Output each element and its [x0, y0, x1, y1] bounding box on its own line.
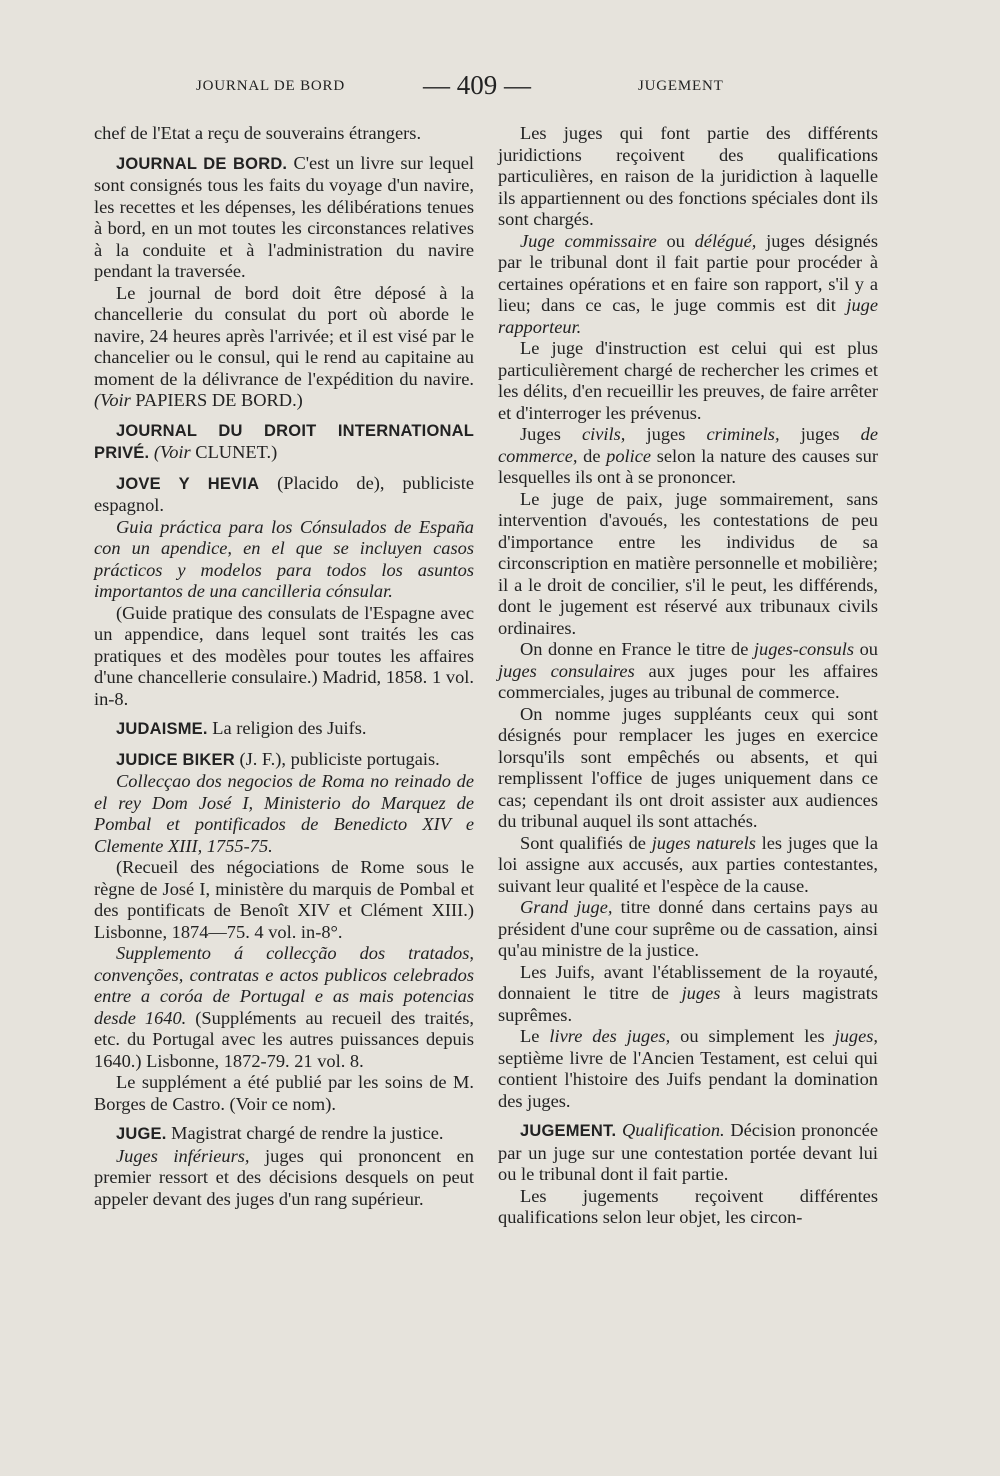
paragraph [94, 123, 474, 145]
body-text: titre donné dans certains pays au président d'une cour suprême ou de cassation, ainsi qu'au ministre de la justice. [498, 897, 879, 960]
body-text: La religion des Juifs. [207, 718, 367, 738]
body-text: Magistrat chargé de rendre la justice. [166, 1123, 444, 1143]
body-text: aux juges pour les affaires commerciales, juges au tribunal de commerce. [498, 660, 879, 702]
italic-text: délégué, [694, 230, 757, 251]
paragraph [94, 1146, 474, 1211]
paragraph [94, 749, 474, 772]
body-text: chef de l'Etat a reçu de souverains étrangers. [94, 123, 422, 143]
paragraph [94, 718, 474, 741]
entry-headword: JUDICE BIKER [116, 750, 235, 769]
body-text: (Recueil des négociations de Rome sous le règne de José I, ministère du marquis de Pombal et des pontificats de Benoît XIV et Clément XIII.) Lisbonne, 1874—75. 4 vol. in-8°. [94, 857, 474, 942]
paragraph [94, 603, 474, 711]
body-text: de [577, 445, 607, 466]
paragraph [498, 1186, 878, 1229]
entry-headword: JOVE Y HEVIA [116, 474, 260, 493]
paragraph [498, 123, 878, 231]
body-text: (Suppléments au recueil des traités, etc. du Portugal avec les autres puissances depuis 1640.) Lisbonne, 1872-79. 21 vol. 8. [94, 1007, 474, 1071]
italic-text: Grand juge, [520, 897, 613, 917]
right-column [498, 123, 878, 1229]
entry-headword: JOURNAL DE BORD. [116, 154, 288, 173]
body-text: septième livre de l'Ancien Testament, est celui qui contient l'histoire des Juifs pendant la domination des juges. [498, 1047, 878, 1111]
body-text: ou [656, 230, 695, 251]
body-text: Les jugements reçoivent différentes qualifications selon leur objet, les circon- [498, 1185, 878, 1227]
italic-text: (Voir [94, 390, 131, 410]
body-text: Les juges qui font partie des différents juridictions reçoivent des qualifications particulières, en raison de la juridiction à laquelle ils appartiennent ou des fonctions spéciales dont ils sont chargés. [498, 123, 878, 229]
entry-headword: JOURNAL DU DROIT INTERNATIONAL PRIVÉ. [94, 421, 474, 462]
paragraph [498, 338, 878, 424]
body-text: Le [520, 1026, 550, 1046]
paragraph [498, 231, 878, 339]
paragraph [94, 1123, 474, 1146]
paragraph [94, 283, 474, 412]
paragraph [498, 489, 878, 640]
entry-headword: JUGEMENT. [520, 1122, 617, 1140]
italic-text: Juges inférieurs, [116, 1145, 250, 1166]
italic-text: Qualification. [621, 1120, 725, 1140]
italic-text: Guia práctica para los Cónsulados de España con un apendice, en el que se incluyen casos prácticos y modelos para todos los asuntos importantos de una cancilleria cónsular. [94, 516, 474, 601]
body-text: juges qui prononcent en premier ressort et des décisions desquels on peut appeler devant des juges d'un rang supérieur. [94, 1145, 474, 1209]
body-text: CLUNET.) [190, 442, 278, 462]
body-text: Le supplément a été publié par les soins de M. Borges de Castro. (Voir ce nom). [94, 1072, 474, 1114]
body-text: Juges [520, 424, 582, 444]
body-text: (J. F.), publiciste portugais. [234, 748, 440, 769]
italic-text: livre des juges, [549, 1026, 671, 1046]
italic-text: criminels, [706, 424, 780, 444]
body-text: ou simplement les [670, 1026, 835, 1046]
paragraph [94, 420, 474, 465]
body-text: juges [779, 424, 861, 444]
paragraph [94, 517, 474, 603]
body-text: Décision prononcée par un juge sur une contestation portée devant lui ou le tribunal dont il fait partie. [498, 1120, 878, 1184]
italic-text: (Voir [153, 442, 191, 462]
body-text: Le journal de bord doit être déposé à la chancellerie du consulat du port où aborde le navire, 24 heures après l'arrivée; et il est visé par le chancelier ou le consul, qui le rend au capitaine au moment de la délivrance de l'expédition du navire. [94, 282, 474, 389]
paragraph [498, 897, 878, 962]
italic-text: Collecçao dos negocios de Roma no reinado de el rey Dom José I, Ministerio do Marquez de Pombal et pontificados de Benedicto XIV e Clemente XIII, 1755-75. [94, 771, 474, 856]
paragraph [498, 639, 878, 704]
paragraph [94, 857, 474, 943]
left-column [94, 123, 474, 1210]
paragraph [94, 473, 474, 517]
body-text: Sont qualifiés de [520, 832, 652, 853]
italic-text: civils, [582, 424, 626, 444]
body-text: (Guide pratique des consulats de l'Espagne avec un appendice, dans lequel sont traités les cas pratiques et des modèles pour toutes les affaires d'une chancellerie consulaire.) Madrid, 1858. 1 vol. in-8. [94, 602, 474, 709]
body-text: les juges que la loi assigne aux accusés, aux parties contestantes, suivant leur qualité et l'espèce de la cause. [498, 832, 878, 896]
body-text: ou [854, 639, 878, 659]
italic-text: juges naturels [651, 832, 756, 853]
italic-text: juge rapporteur. [498, 295, 878, 337]
body-text: Le juge d'instruction est celui qui est plus particulièrement chargé de rechercher les crimes et les délits, d'en recueillir les preuves, de faire arrêter et d'interroger les prévenus. [498, 338, 878, 423]
paragraph [498, 833, 878, 898]
running-header [0, 70, 1000, 106]
header-left: JOURNAL DE BORD [196, 78, 345, 94]
paragraph [498, 704, 878, 833]
body-text: à leurs magistrats suprêmes. [498, 983, 878, 1025]
page-number: — 409 — [423, 70, 531, 100]
italic-text: Juge commissaire [520, 230, 657, 251]
header-right: JUGEMENT [638, 78, 724, 94]
italic-text: de commerce, [498, 424, 879, 466]
body-text: (Placido de), publiciste espagnol. [94, 472, 474, 515]
paragraph [94, 153, 474, 283]
body-text: juges [625, 424, 707, 444]
body-text: selon la nature des causes sur lesquelles ils ont à se prononcer. [498, 445, 878, 487]
body-text: juges désignés par le tribunal dont il fait partie pour procéder à certaines opérations et en faire son rapport, s'il y a lieu; dans ce cas, le juge commis est dit [498, 230, 878, 315]
paragraph [94, 1072, 474, 1115]
paragraph [94, 943, 474, 1072]
body-text: PAPIERS DE BORD.) [130, 390, 303, 410]
body-text: On nomme juges suppléants ceux qui sont désignés pour remplacer les juges en exercice lorsqu'ils sont empêchés ou absents, et qui remplissent l'office de juges uniquement dans ce cas; cependant ils ont droit assister aux audiences du tribunal auquel ils sont attachés. [498, 703, 878, 831]
body-text: C'est un livre sur lequel sont consignés tous les faits du voyage d'un navire, les recettes et les dépenses, les délibérations tenues à bord, en un mot toutes les circonstances relatives à la conduite et à l'administration du navire pendant la traversée. [94, 152, 474, 281]
italic-text: police [606, 445, 652, 466]
paragraph [498, 962, 878, 1027]
body-text: Le juge de paix, juge sommairement, sans intervention d'avoués, les contestations de peu d'importance entre les individus de sa circonscription en matière personnelle et mobilière; il a le droit de concilier, s'il le peut, les différends, dont le jugement est réservé aux tribunaux civils ordinaires. [498, 488, 878, 638]
italic-text: juges consulaires [498, 660, 635, 681]
body-text: Les Juifs, avant l'établissement de la royauté, donnaient le titre de [498, 961, 878, 1003]
paragraph [498, 1120, 878, 1186]
paragraph [498, 1026, 878, 1112]
entry-headword: JUDAISME. [116, 720, 208, 738]
italic-text: juges-consuls [753, 639, 855, 659]
paragraph [498, 424, 878, 489]
italic-text: Supplemento á collecção dos tratados, convenções, contratas e actos publicos celebrados entre a coróa de Portugal e as mais potencias desde 1640. [94, 943, 474, 1028]
entry-headword: JUGE. [116, 1125, 167, 1143]
paragraph [94, 771, 474, 857]
body-text: On donne en France le titre de [520, 639, 754, 659]
italic-text: juges [681, 983, 721, 1003]
italic-text: juges, [834, 1026, 878, 1046]
